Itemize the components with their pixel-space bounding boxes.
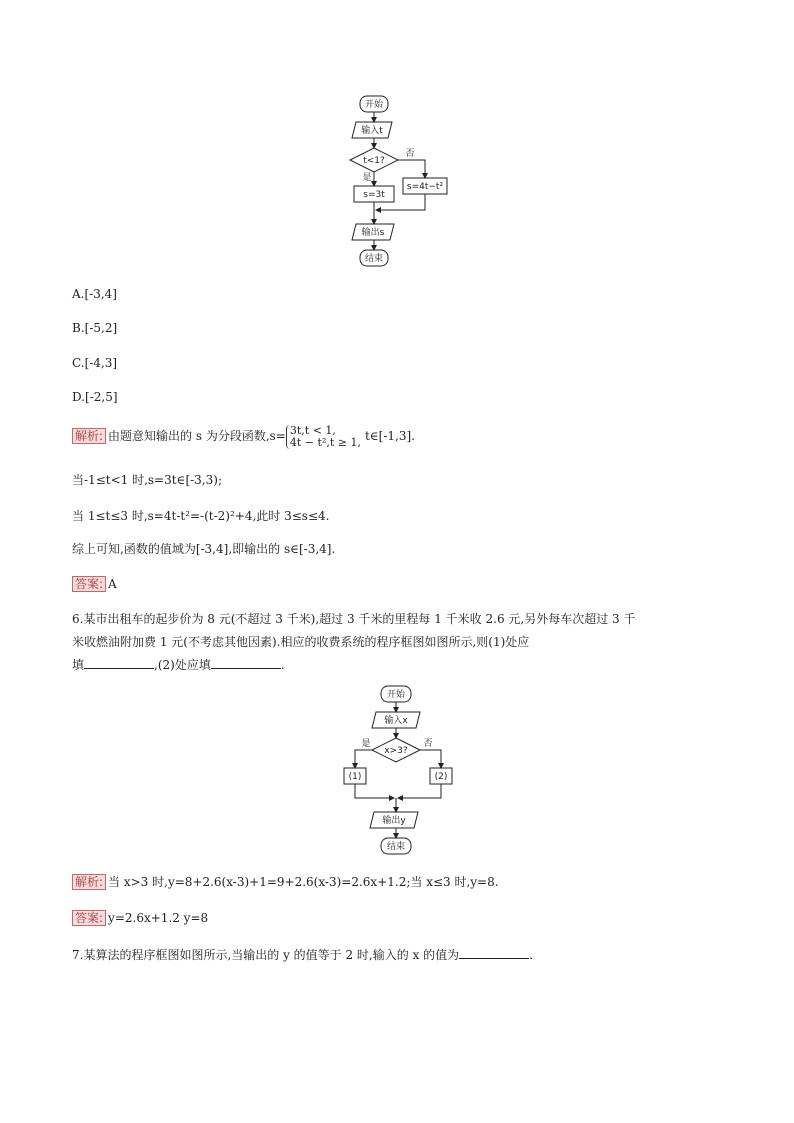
option-a: A.[-3,4] — [72, 287, 117, 301]
answer-1 — [72, 576, 117, 592]
analysis-1-line-1: 当-1≤t<1 时,s=3t∈[-3,3); — [72, 473, 222, 487]
option-d: D.[-2,5] — [72, 390, 118, 404]
piecewise-case-2: 4t − t²,t ≥ 1, — [289, 435, 361, 449]
analysis-tag: 解析: — [72, 874, 106, 890]
q6-line-1: 6.某市出租车的起步价为 8 元(不超过 3 千米),超过 3 千米的里程每 1 千米收 2.6 元,另外每车次超过 3 千 — [72, 612, 636, 626]
fc1-right-box-text: s=4t−t² — [406, 182, 444, 192]
fc1-left-box-text: s=3t — [363, 190, 385, 200]
answer-2-text: y=2.6x+1.2 y=8 — [108, 911, 209, 925]
q6-fill-middle: ,(2)处应填 — [154, 658, 211, 672]
q6-line-3 — [72, 656, 285, 673]
fc1-cond-text: t<1? — [363, 156, 385, 166]
fc1-no-label: 否 — [405, 149, 415, 159]
answer-tag: 答案: — [72, 910, 106, 926]
answer-2 — [72, 910, 208, 926]
fc2-box1-text: (1) — [348, 772, 362, 782]
analysis-tag: 解析: — [72, 428, 106, 444]
analysis-1 — [72, 422, 415, 450]
fc2-input-text: 输入x — [384, 716, 408, 726]
fc1-input-text: 输入t — [361, 126, 383, 136]
q6-line-2: 米收燃油附加费 1 元(不考虑其他因素).相应的收费系统的程序框图如图所示,则(1)处应 — [72, 635, 530, 649]
fc2-output-text: 输出y — [382, 816, 406, 826]
fc1-output-text: 输出s — [361, 228, 385, 238]
analysis-1-tail: t∈[-1,3]. — [364, 429, 415, 443]
analysis-1-line-3: 综上可知,函数的值域为[-3,4],即输出的 s∈[-3,4]. — [72, 542, 336, 556]
fc2-yes-label: 是 — [361, 739, 371, 749]
fc2-no-label: 否 — [423, 739, 433, 749]
fc2-box2-text: (2) — [434, 772, 448, 782]
fc2-cond-text: x>3? — [384, 746, 408, 756]
piecewise-brace — [286, 425, 361, 449]
q7-text: 7.某算法的程序框图如图所示,当输出的 y 的值等于 2 时,输入的 x 的值为 — [72, 948, 460, 962]
analysis-2 — [72, 874, 499, 890]
q6-fill-end: . — [280, 658, 285, 672]
piecewise-case-1: 3t,t < 1, — [289, 423, 336, 437]
fc2-end-text: 结束 — [386, 842, 406, 852]
answer-tag: 答案: — [72, 576, 106, 592]
fc1-yes-label: 是 — [362, 173, 372, 183]
fc2-start-text: 开始 — [386, 690, 406, 700]
flowchart-1 — [340, 92, 460, 272]
analysis-2-text: 当 x>3 时,y=8+2.6(x-3)+1=9+2.6(x-3)=2.6x+1.2;当 x≤3 时,y=8. — [108, 875, 499, 889]
fc1-end-text: 结束 — [364, 254, 384, 264]
analysis-1-intro: 由题意知输出的 s 为分段函数,s= — [108, 429, 286, 443]
option-c: C.[-4,3] — [72, 356, 118, 370]
q7-end: . — [529, 948, 533, 962]
q6-fill-prefix: 填 — [72, 658, 85, 672]
flowchart-1-svg — [340, 92, 460, 272]
analysis-1-line-2: 当 1≤t≤3 时,s=4t-t²=-(t-2)²+4,此时 3≤s≤4. — [72, 509, 330, 523]
q7 — [72, 946, 533, 963]
flowchart-2 — [330, 682, 460, 860]
option-b: B.[-5,2] — [72, 321, 118, 335]
blank-2[interactable] — [211, 656, 281, 669]
fc1-start-text: 开始 — [364, 100, 384, 110]
flowchart-2-svg — [330, 682, 460, 860]
blank-3[interactable] — [459, 946, 529, 959]
answer-1-text: A — [108, 577, 117, 591]
blank-1[interactable] — [84, 656, 154, 669]
